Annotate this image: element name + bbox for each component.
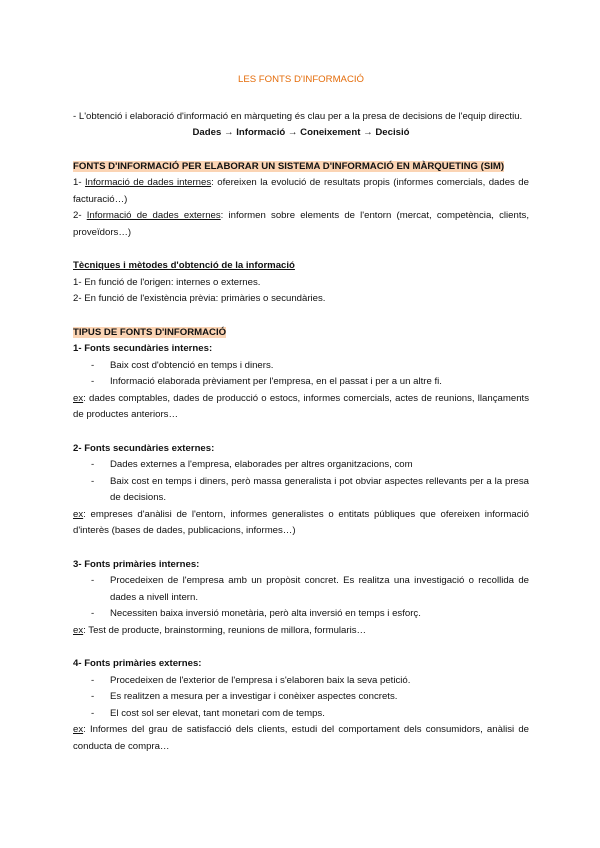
section-3-title: 3- Fonts primàries internes: [73,558,200,570]
section-3-list [73,573,529,623]
list-item: - Necessiten baixa inversió monetària, però alta inversió en temps i esforç. [73,606,529,623]
list-item: - Baix cost d'obtenció en temps i diners. [73,358,529,375]
section-4-title: 4- Fonts primàries externes: [73,658,202,669]
section-4-list [73,673,529,723]
section-3-example: ex: Test de producte, brainstorming, reunions de millora, formularis… [73,624,367,636]
section-1-title: 1- Fonts secundàries internes: [73,343,213,354]
document-page [73,72,529,755]
list-item: - Procedeixen de l'exterior de l'empresa i s'elaboren baix la seva petició. [73,673,529,690]
sim-heading: FONTS D'INFORMACIÓ PER ELABORAR UN SISTEMA D'INFORMACIÓ EN MÀRQUETING (SIM) [73,160,505,172]
list-item: - Dades externes a l'empresa, elaborades per altres organitzacions, com [73,457,529,474]
sim-item-2: 2- Informació de dades externes: informen sobre elements de l'entorn (mercat, competència, clients, proveïdors…) [73,210,529,238]
list-item: - Baix cost en temps i diners, però massa generalista i pot obviar aspectes rellevants per a la presa de decisions. [73,474,529,507]
section-1-example: ex: dades comptables, dades de producció o estocs, informes comercials, actes de reunions, llançaments de productes anteriors… [73,392,529,420]
section-2-title: 2- Fonts secundàries externes: [73,442,215,454]
section-4-example: ex: Informes del grau de satisfacció dels clients, estudi del comportament dels consumidors, anàlisi de conducta de compra… [73,724,529,752]
types-heading: TIPUS DE FONTS D'INFORMACIÓ [73,326,227,338]
techniques-heading: Tècniques i mètodes d'obtenció de la informació [73,260,295,271]
techniques-line-2: 2- En funció de l'existència prèvia: primàries o secundàries. [73,293,326,304]
section-1-list [73,358,529,391]
list-item: - El cost sol ser elevat, tant monetari com de temps. [73,706,529,723]
list-item: - Procedeixen de l'empresa amb un propòsit concret. Es realitza una investigació o recollida de dades a nivell intern. [73,573,529,606]
intro-paragraph: - L'obtenció i elaboració d'informació en màrqueting és clau per a la presa de decisions de l'equip directiu. [73,110,523,122]
list-item: - Informació elaborada prèviament per l'empresa, en el passat i per a un altre fi. [73,374,529,391]
section-2-example: ex: empreses d'anàlisi de l'entorn, informes generalistes o entitats públiques que ofereixen informació d'interès (bases de dades, publicacions, informes…) [73,508,529,536]
section-2-list [73,457,529,507]
techniques-line-1: 1- En funció de l'origen: internes o externes. [73,276,261,288]
list-item: - Es realitzen a mesura per a investigar i conèixer aspectes concrets. [73,689,529,706]
sim-item-1: 1- Informació de dades internes: ofereixen la evolució de resultats propis (informes comercials, dades de facturació…) [73,177,529,205]
flow-line: Dades → Informació → Coneixement → Decisió [192,127,410,138]
page-title: LES FONTS D'INFORMACIÓ [237,74,365,85]
